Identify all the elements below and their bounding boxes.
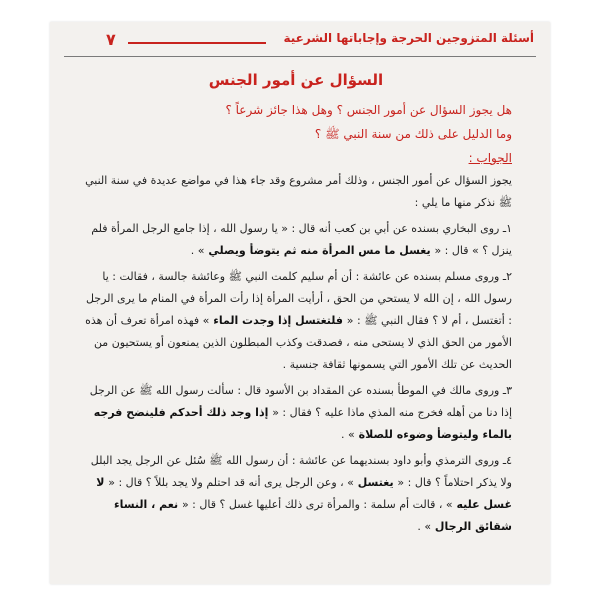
- p3-hadith-quote: إذا وجد ذلك أحدكم فلينضح فرجه بالماء وليتوضأ وضوءه للصلاة: [93, 406, 512, 441]
- intro-paragraph: [80, 170, 512, 214]
- hadith-paragraph-3: [80, 380, 512, 446]
- p4-text-b: » ، وعن الرجل يرى أنه قد احتلم ولا يجد بللاً ؟ قال : «: [108, 476, 354, 489]
- question-line-1: هل يجوز السؤال عن أمور الجنس ؟ وهل هذا جائز شرعاً ؟: [225, 103, 512, 117]
- header-rule: [128, 42, 266, 44]
- page-header: [50, 28, 550, 54]
- answer-label: الجواب :: [468, 151, 512, 165]
- p1-text-b: » .: [190, 244, 205, 257]
- intro-text: يجوز السؤال عن أمور الجنس ، وذلك أمر مشروع وقد جاء هذا في مواضع عديدة في سنة النبي ﷺ نذكر منها ما يلي :: [85, 174, 512, 209]
- p1-text-a: ١ـ روى البخاري بسنده عن أبي بن كعب أنه قال : « يا رسول الله ، إذا جامع الرجل المرأة فلم ينزل ؟ » قال : «: [91, 222, 512, 257]
- hadith-paragraph-2: [80, 266, 512, 376]
- p4-hadith-quote-3: نعم ، النساء شقائق الرجال: [113, 498, 512, 533]
- p4-hadith-quote-1: يغتسل: [353, 476, 398, 489]
- p4-hadith-quote-2: لا غسل عليه: [96, 476, 512, 511]
- p4-text-d: » .: [417, 520, 432, 533]
- p1-hadith-quote: يغسل ما مس المرأة منه ثم يتوضأ ويصلي: [204, 244, 435, 257]
- hadith-paragraph-1: [80, 218, 512, 262]
- page-content: [80, 64, 512, 538]
- hadith-paragraph-4: [80, 450, 512, 538]
- p4-text-a: ٤ـ وروى الترمذي وأبو داود بسنديهما عن عائشة : أن رسول الله ﷺ سُئل عن الرجل يجد البلل ولا يذكر احتلاماً ؟ قال : «: [90, 454, 512, 489]
- section-title: السؤال عن أمور الجنس: [208, 71, 384, 89]
- running-title: أسئلة المتزوجين الحرجة وإجاباتها الشرعية: [283, 31, 534, 45]
- question-line-2: وما الدليل على ذلك من سنة النبي ﷺ ؟: [314, 127, 512, 141]
- p4-text-c: » ، قالت أم سلمة : والمرأة ترى ذلك أعليها غسل ؟ قال : «: [181, 498, 453, 511]
- top-rule: [64, 56, 536, 57]
- p3-text-a: ٣ـ وروى مالك في الموطأ بسنده عن المقداد بن الأسود قال : سألت رسول الله ﷺ عن الرجل إذا دنا من أهله فخرج منه المذي ماذا عليه ؟ فقال : «: [89, 384, 512, 419]
- p2-text-b: » فهذه امرأة تعرف أن هذه الأمور من الحق الذي لا يستحى منه ، فصدقت وكذب المبطلون الذين يمنعون أو يستحيون من الحديث عن تلك الأمور التي يسمونها ثقافة جنسية .: [85, 314, 512, 371]
- p3-text-b: » .: [341, 428, 355, 441]
- book-page: [50, 22, 550, 584]
- p2-hadith-quote: فلتغتسل إذا وجدت الماء: [209, 314, 347, 327]
- page-number: ٧: [106, 30, 116, 49]
- p2-text-a: ٢ـ وروى مسلم بسنده عن عائشة : أن أم سليم كلمت النبي ﷺ وعائشة جالسة ، فقالت : يا رسول الله ، إن الله لا يستحي من الحق ، أرأيت المرأة إذا رأت المرأة في المنام ما يرى الرجل : أتغتسل ، أم لا ؟ فقال النبي ﷺ : «: [85, 270, 512, 327]
